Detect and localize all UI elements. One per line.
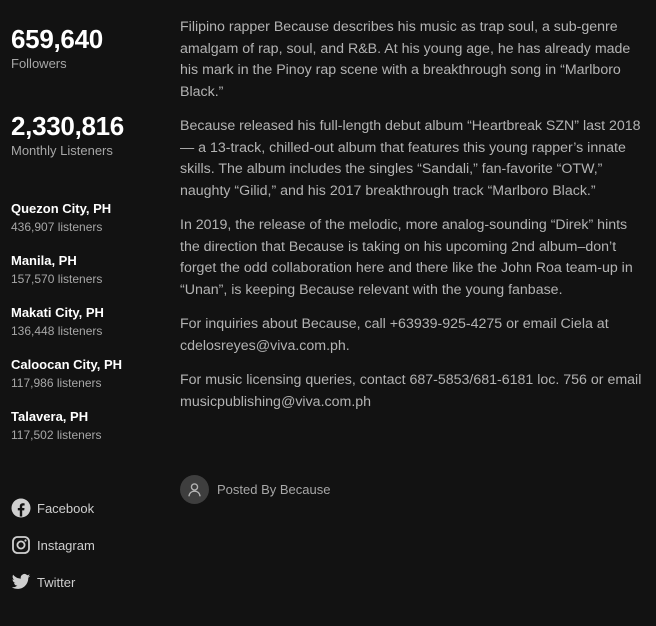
twitter-icon bbox=[11, 572, 31, 592]
posted-by[interactable] bbox=[180, 475, 330, 504]
followers-count: 659,640 bbox=[11, 24, 103, 54]
city-name: Makati City, PH bbox=[11, 305, 104, 320]
bio-paragraph: Filipino rapper Because describes his music as trap soul, a sub-genre amalgam of rap, soul, and R&B. At his young age, he has already made his mark in the Pinoy rap scene with a breakthrough song in “Marlboro Black.” bbox=[180, 19, 631, 100]
bio-paragraph: Because released his full-length debut album “Heartbreak SZN” last 2018 — a 13-track, chilled-out album that features this young rapper’s innate skills. The album includes the singles “Sandali,” fan-favorite “OTW,” naughty “Gilid,” and his 2017 breakthrough track “Marlboro Black.” bbox=[180, 118, 641, 199]
followers-label: Followers bbox=[11, 56, 67, 71]
city-item bbox=[11, 357, 122, 391]
city-name: Quezon City, PH bbox=[11, 201, 112, 216]
monthly-listeners-label: Monthly Listeners bbox=[11, 143, 113, 158]
followers-stat bbox=[11, 24, 103, 72]
twitter-label: Twitter bbox=[37, 574, 76, 590]
user-icon bbox=[186, 481, 203, 498]
avatar bbox=[180, 475, 209, 504]
city-item bbox=[11, 305, 104, 339]
city-listeners: 117,502 listeners bbox=[11, 428, 102, 442]
monthly-listeners-stat bbox=[11, 111, 124, 159]
bio-paragraph: In 2019, the release of the melodic, more analog-sounding “Direk” hints the direction that Because is taking on his upcoming 2nd album–don’t forget the odd collaboration here and there like the John Roa team-up in “Unan”, is keeping Because relevant with the young fanbase. bbox=[180, 217, 633, 298]
city-item bbox=[11, 201, 111, 235]
city-listeners: 436,907 listeners bbox=[11, 220, 103, 234]
city-listeners: 157,570 listeners bbox=[11, 272, 103, 286]
instagram-label: Instagram bbox=[37, 537, 95, 553]
facebook-icon bbox=[11, 498, 31, 518]
artist-biography bbox=[180, 17, 650, 426]
city-listeners: 136,448 listeners bbox=[11, 324, 103, 338]
city-item bbox=[11, 253, 102, 287]
facebook-link[interactable] bbox=[11, 498, 94, 518]
city-listeners: 117,986 listeners bbox=[11, 376, 102, 390]
instagram-icon bbox=[11, 535, 31, 555]
twitter-link[interactable] bbox=[11, 572, 75, 592]
monthly-listeners-count: 2,330,816 bbox=[11, 111, 124, 141]
city-name: Talavera, PH bbox=[11, 409, 89, 424]
city-item bbox=[11, 409, 102, 443]
bio-paragraph: For inquiries about Because, call +63939-925-4275 or email Ciela at cdelosreyes@viva.com.ph. bbox=[180, 316, 609, 354]
instagram-link[interactable] bbox=[11, 535, 95, 555]
city-name: Manila, PH bbox=[11, 253, 77, 268]
city-name: Caloocan City, PH bbox=[11, 357, 123, 372]
bio-paragraph: For music licensing queries, contact 687-5853/681-6181 loc. 756 or email musicpublishing@viva.com.ph bbox=[180, 372, 642, 410]
facebook-label: Facebook bbox=[37, 500, 95, 516]
posted-by-label: Posted By Because bbox=[217, 482, 331, 497]
